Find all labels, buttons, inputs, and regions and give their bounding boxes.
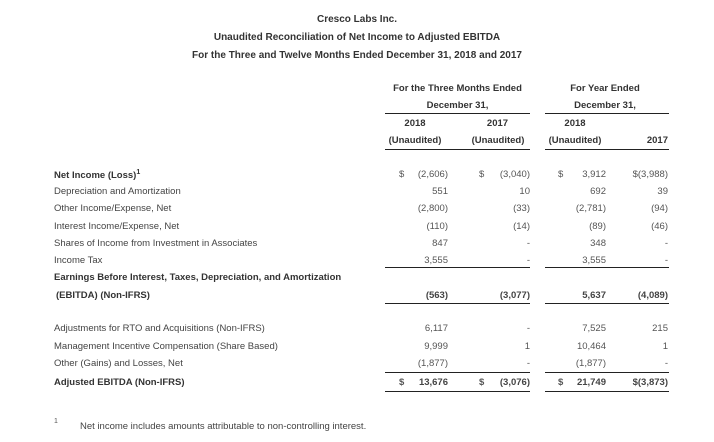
table-row-4-label (54, 221, 179, 232)
table-row-3-label-text: Other Income/Expense, Net (54, 203, 172, 215)
group1-subtotal-rule (385, 267, 530, 268)
group2-header-line1: For Year Ended (570, 83, 640, 94)
company-name: Cresco Labs Inc. (316, 14, 398, 25)
adjustment-row-1-label (54, 323, 265, 334)
group2-header-rule (545, 113, 669, 114)
adjustment-row-1-value-col2: - (526, 323, 530, 334)
adjusted-ebitda-value-col1: 13,676 (418, 377, 448, 388)
group1-adjusted-rule (385, 372, 530, 373)
adjustment-row-3-label-text: Other (Gains) and Losses, Net (54, 358, 183, 369)
table-row-4-value-col4: (46) (651, 220, 668, 232)
adjusted-ebitda-value-col3: 21,749 (576, 377, 606, 388)
table-row-6-value-col1: 3,555 (424, 255, 448, 266)
table-row-1-dollar-col3: $ (558, 169, 564, 180)
table-row-1-label (54, 169, 140, 181)
col1-note: (Unaudited) (388, 135, 442, 146)
table-row-3-label (54, 203, 171, 214)
adjustment-row-3-value-col3: (1,877) (575, 358, 606, 369)
table-row-6-label-text: Income Tax (54, 255, 103, 266)
report-title: Unaudited Reconciliation of Net Income to Adjusted EBITDA (213, 32, 501, 43)
table-row-1-value-col3: 3,912 (582, 169, 606, 180)
table-row-4-value-col3: (89) (589, 220, 606, 232)
group1-ebitda-rule (385, 303, 530, 304)
group2-subtotal-rule (545, 267, 669, 268)
col3-year: 2018 (564, 118, 586, 129)
col3-note: (Unaudited) (548, 135, 602, 146)
group1-header-rule (385, 113, 530, 114)
table-row-2-label-text: Depreciation and Amortization (54, 186, 181, 198)
table-row-6-value-col2: - (526, 255, 530, 266)
table-row-5-value-col2: - (526, 237, 530, 249)
table-row-4-value-col2: (14) (513, 220, 530, 232)
group2-adjusted-rule (545, 372, 669, 373)
ebitda-label-line1: Earnings Before Interest, Taxes, Depreciation, and Amortization (54, 272, 342, 283)
adjustment-row-1-value-col4: 215 (652, 323, 668, 334)
group1-subheader-rule (385, 149, 530, 150)
table-row-1-dollar-col1: $ (399, 169, 405, 180)
adjustment-row-2-value-col1: 9,999 (424, 340, 448, 352)
adjusted-ebitda-value-col2: (3,076) (499, 377, 530, 388)
ebitda-value-col3: 5,637 (582, 290, 606, 301)
adjustment-row-3-value-col4: - (664, 358, 668, 369)
table-row-5-label-text: Shares of Income from Investment in Associates (54, 237, 258, 249)
table-row-6-label (54, 255, 102, 266)
table-row-1-dollar-col2: $ (479, 169, 485, 180)
adjustment-row-1-value-col1: 6,117 (424, 323, 448, 334)
table-row-6-value-col4: - (664, 255, 668, 266)
ebitda-value-col1: (563) (425, 290, 448, 301)
table-row-6-value-col3: 3,555 (582, 255, 606, 266)
ebitda-value-col2: (3,077) (499, 290, 530, 301)
adjusted-ebitda-dollar-col2: $ (479, 377, 485, 388)
adjusted-ebitda-label: Adjusted EBITDA (Non-IFRS) (54, 377, 185, 388)
table-row-2-value-col1: 551 (432, 186, 448, 198)
table-row-3-value-col1: (2,800) (417, 203, 448, 215)
table-row-5-label (54, 238, 257, 249)
footnote-reference: 1 (136, 169, 141, 176)
adjusted-ebitda-dollar-col1: $ (399, 377, 405, 388)
col1-year: 2018 (404, 118, 426, 129)
adjusted-ebitda-value-col4: $(3,873) (632, 377, 668, 388)
group2-total-rule (545, 391, 669, 392)
adjustment-row-1-label-text: Adjustments for RTO and Acquisitions (Non-IFRS) (54, 323, 265, 334)
table-row-5-value-col1: 847 (432, 237, 448, 249)
table-row-5-value-col4: - (664, 237, 668, 249)
table-row-2-value-col3: 692 (590, 186, 606, 198)
group2-ebitda-rule (545, 303, 669, 304)
ebitda-label-line2: (EBITDA) (Non-IFRS) (56, 290, 150, 301)
col2-note: (Unaudited) (471, 135, 525, 146)
adjustment-row-2-value-col4: 1 (662, 340, 668, 352)
table-row-2-label (54, 186, 181, 197)
table-row-3-value-col4: (94) (651, 203, 668, 215)
table-row-1-value-col1: (2,606) (417, 169, 448, 180)
table-row-5-value-col3: 348 (590, 237, 606, 249)
col2-year: 2017 (486, 118, 509, 129)
adjustment-row-3-value-col2: - (526, 358, 530, 369)
group1-header-line1: For the Three Months Ended (393, 83, 522, 94)
adjustment-row-3-label (54, 358, 183, 369)
adjusted-ebitda-dollar-col3: $ (558, 377, 564, 388)
table-row-2-value-col2: 10 (519, 186, 530, 198)
adjustment-row-2-label (54, 341, 278, 352)
ebitda-value-col4: (4,089) (637, 290, 668, 301)
adjustment-row-2-label-text: Management Incentive Compensation (Share Based) (54, 340, 278, 352)
table-row-3-value-col3: (2,781) (575, 203, 606, 215)
adjustment-row-2-value-col2: 1 (524, 340, 530, 352)
table-row-1-label-text: Net Income (Loss) (54, 170, 137, 182)
table-row-4-label-text: Interest Income/Expense, Net (54, 220, 180, 232)
col4-note: 2017 (646, 135, 668, 146)
report-subtitle: For the Three and Twelve Months Ended December 31, 2018 and 2017 (192, 50, 522, 61)
group1-header-line2: December 31, (426, 100, 489, 111)
adjustment-row-1-value-col3: 7,525 (582, 323, 606, 334)
group2-subheader-rule (545, 149, 669, 150)
table-row-4-value-col1: (110) (426, 220, 448, 232)
table-row-1-value-col2: (3,040) (499, 169, 530, 180)
table-row-2-value-col4: 39 (657, 186, 668, 198)
footnote-marker: 1 (54, 418, 58, 425)
table-row-1-value-col4: $(3,988) (632, 169, 668, 180)
adjustment-row-3-value-col1: (1,877) (417, 358, 448, 369)
group2-header-line2: December 31, (574, 100, 636, 111)
table-row-3-value-col2: (33) (513, 203, 530, 215)
adjustment-row-2-value-col3: 10,464 (576, 340, 606, 352)
footnote-text: Net income includes amounts attributable to non-controlling interest. (80, 421, 367, 432)
group1-total-rule (385, 391, 530, 392)
